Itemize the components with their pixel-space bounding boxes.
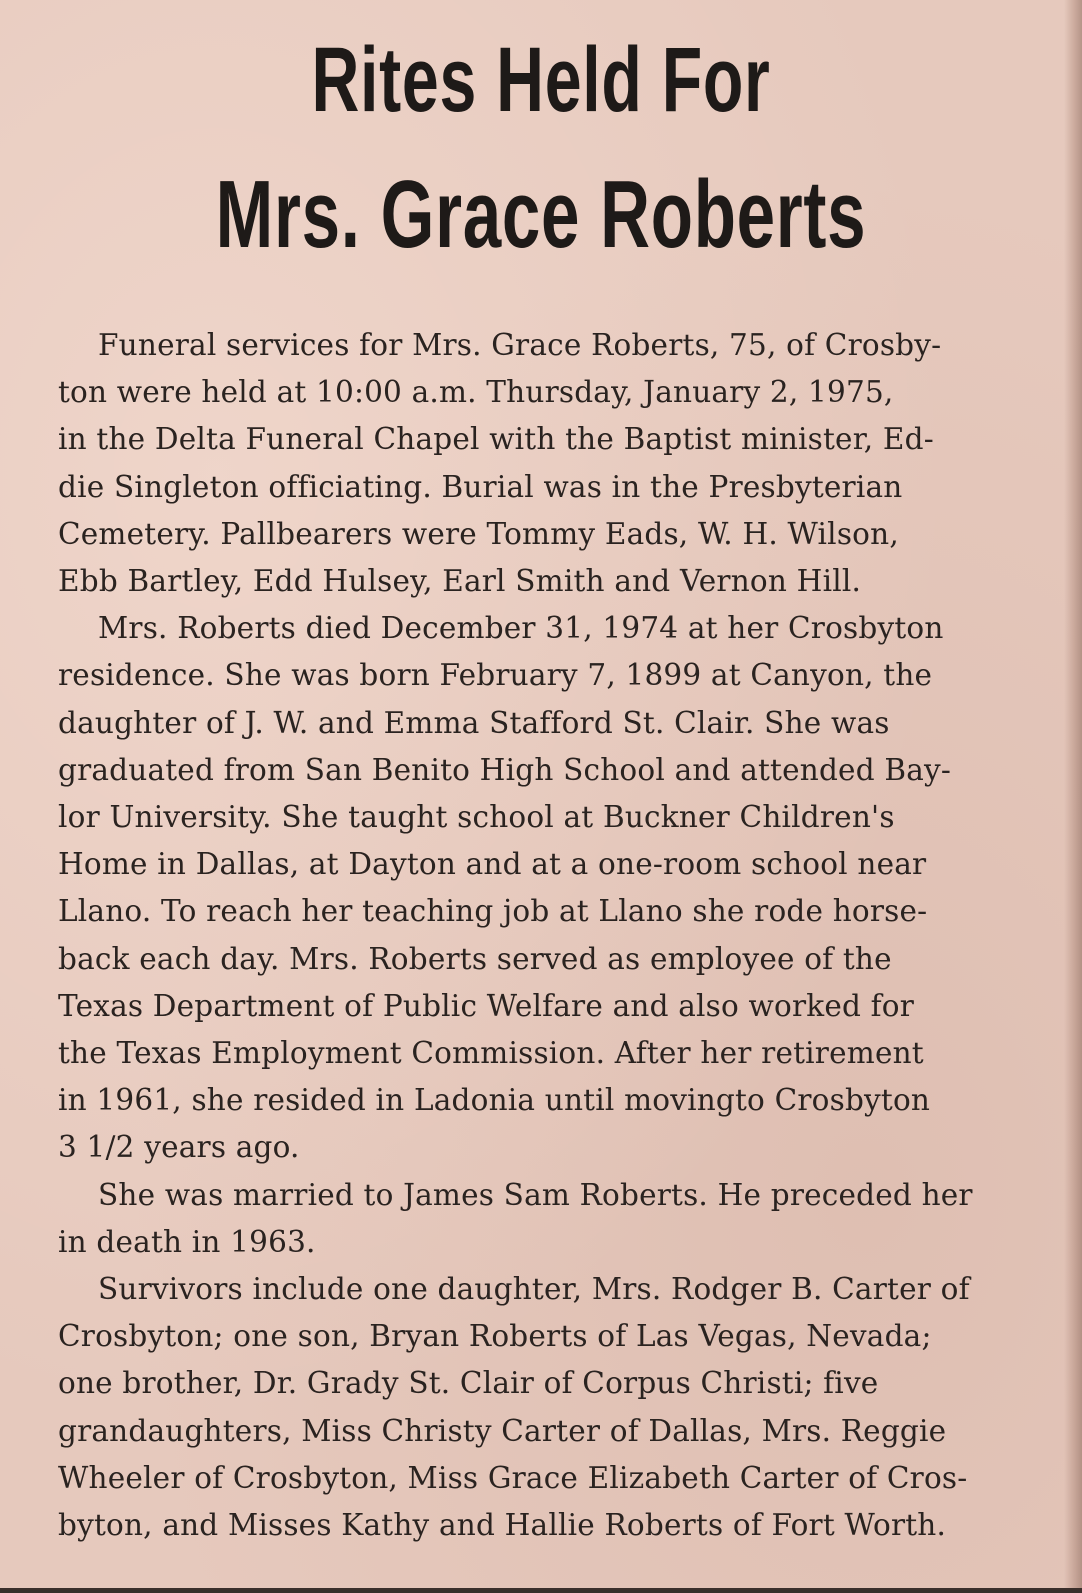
article-line: daughter of J. W. and Emma Stafford St. Clair. She was: [58, 705, 890, 740]
article-line: Ebb Bartley, Edd Hulsey, Earl Smith and Vernon Hill.: [58, 564, 862, 599]
article-line: in 1961, she resided in Ladonia until movingto Crosbyton: [58, 1083, 931, 1118]
article-line: Mrs. Roberts died December 31, 1974 at her Crosbyton: [98, 611, 944, 646]
article-line: lor University. She taught school at Buckner Children's: [58, 800, 895, 835]
article-line: Funeral services for Mrs. Grace Roberts, 75, of Crosby-: [98, 328, 942, 362]
article-line: ton were held at 10:00 a.m. Thursday, January 2, 1975,: [58, 375, 894, 410]
article-line: Llano. To reach her teaching job at Llano she rode horse-: [58, 894, 928, 929]
article-line: the Texas Employment Commission. After her retirement: [58, 1036, 924, 1071]
article-line: Wheeler of Crosbyton, Miss Grace Elizabeth Carter of Cros-: [58, 1460, 968, 1495]
article-line: Survivors include one daughter, Mrs. Rodger B. Carter of: [98, 1272, 970, 1307]
article-line: residence. She was born February 7, 1899 at Canyon, the: [58, 658, 933, 693]
article-line: grandaughters, Miss Christy Carter of Dallas, Mrs. Reggie: [58, 1413, 947, 1448]
article-line: in death in 1963.: [58, 1224, 316, 1259]
article-line: one brother, Dr. Grady St. Clair of Corpus Christi; five: [58, 1366, 879, 1401]
article-line: die Singleton officiating. Burial was in the Presbyterian: [58, 469, 903, 504]
article-line: byton, and Misses Kathy and Hallie Roberts of Fort Worth.: [58, 1508, 947, 1543]
article-line: Home in Dallas, at Dayton and at a one-room school near: [58, 847, 927, 882]
article-line: in the Delta Funeral Chapel with the Baptist minister, Ed-: [58, 422, 934, 457]
article-line: She was married to James Sam Roberts. He preceded her: [98, 1177, 973, 1212]
headline-line-1: Rites Held For: [311, 29, 771, 131]
headline-line-2: Mrs. Grace Roberts: [215, 161, 867, 268]
article-line: Cemetery. Pallbearers were Tommy Eads, W. H. Wilson,: [58, 516, 899, 551]
article-line: back each day. Mrs. Roberts served as employee of the: [58, 941, 892, 976]
article-line: Texas Department of Public Welfare and also worked for: [58, 988, 915, 1023]
article-body: [58, 322, 1033, 1549]
bottom-rule: [0, 1588, 1082, 1593]
article-line: graduated from San Benito High School and attended Bay-: [58, 752, 952, 787]
article-line: 3 1/2 years ago.: [58, 1130, 300, 1165]
paper-edge-shadow: [1064, 0, 1082, 1593]
article-line: Crosbyton; one son, Bryan Roberts of Las Vegas, Nevada;: [58, 1319, 932, 1354]
